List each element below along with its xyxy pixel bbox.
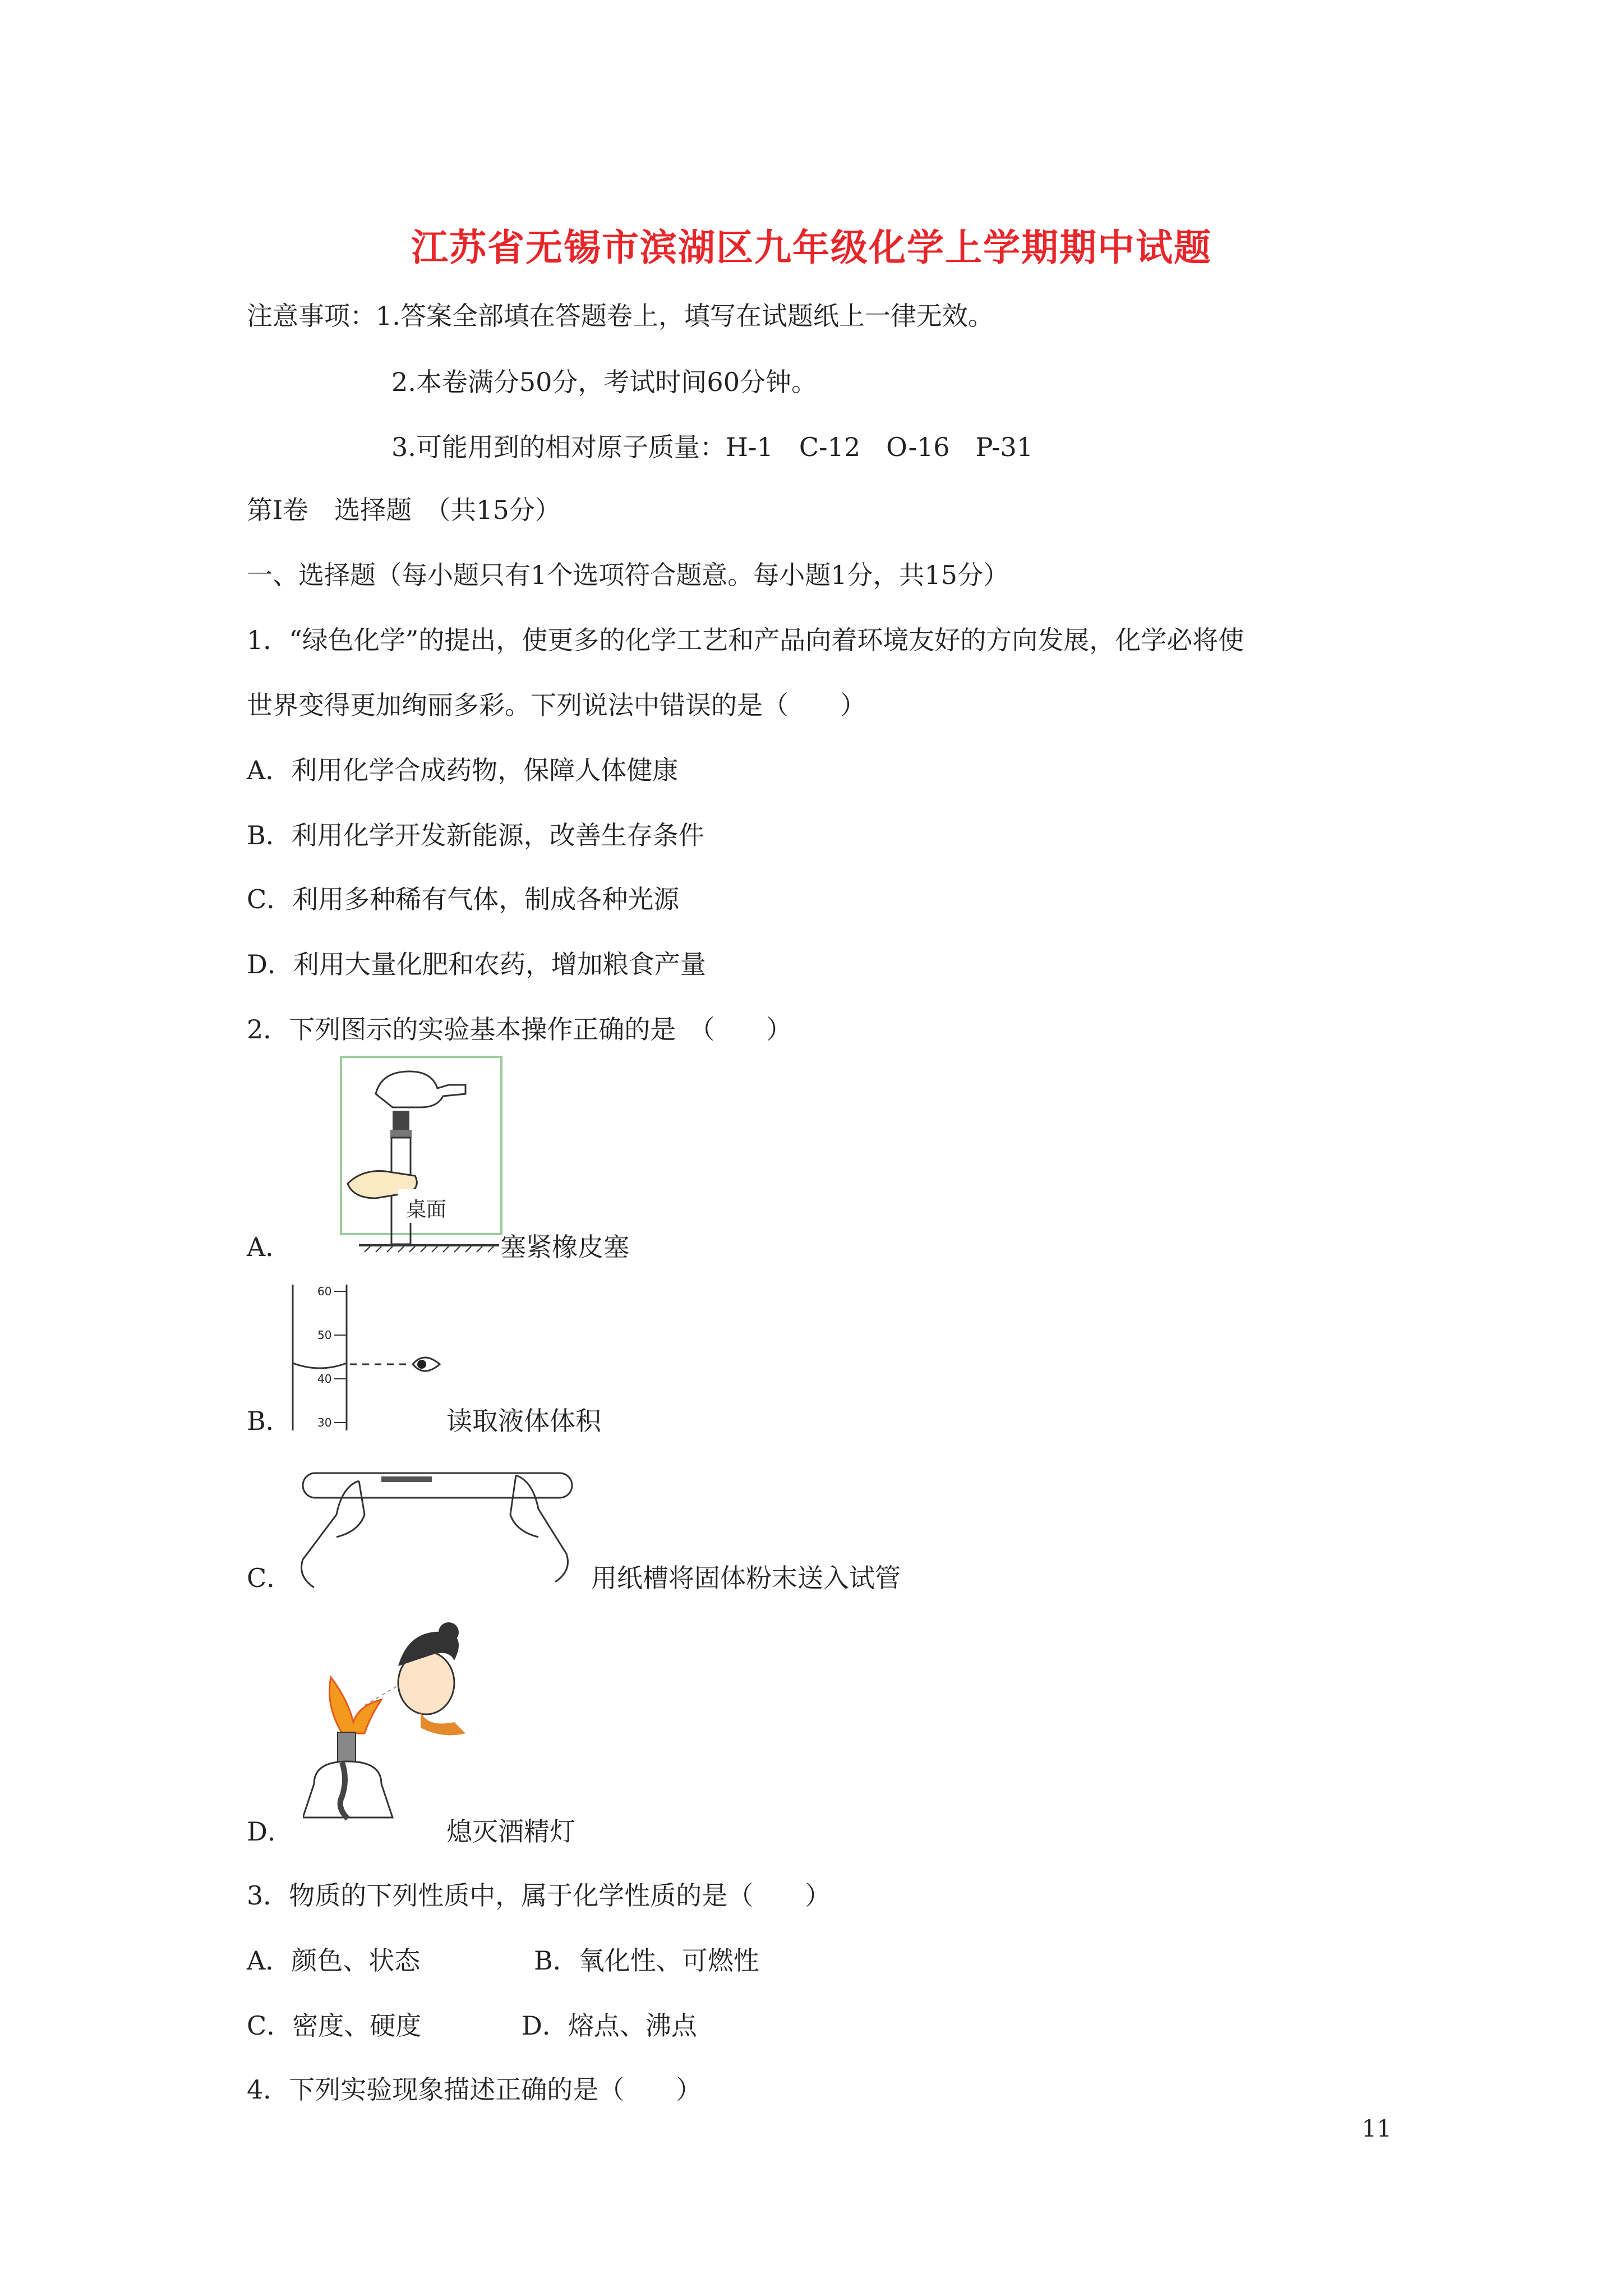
- page-number: 11: [1362, 2115, 1392, 2142]
- notes-item-1: 1.答案全部填在答题卷上，填写在试题纸上一律无效。: [376, 301, 994, 331]
- q2-option-b-letter: B．: [247, 1406, 292, 1436]
- notes-item-2: 2.本卷满分50分，考试时间60分钟。: [391, 367, 817, 397]
- q1-option-b: B．利用化学开发新能源，改善生存条件: [247, 820, 704, 850]
- paper-trough-figure: [292, 1458, 583, 1604]
- tick-40: 40: [317, 1372, 332, 1386]
- q4-stem: 4．下列实验现象描述正确的是（ ）: [247, 2074, 702, 2105]
- q3-option-b: B．氧化性、可燃性: [534, 1945, 759, 1976]
- tick-30: 30: [317, 1416, 332, 1429]
- notes-item-3: 3.可能用到的相对原子质量：H-1 C-12 O-16 P-31: [391, 432, 1034, 462]
- q1-stem-line1: 1．“绿色化学”的提出，使更多的化学工艺和产品向着环境友好的方向发展，化学必将使: [247, 625, 1244, 655]
- q2-option-c-letter: C．: [247, 1563, 293, 1593]
- desk-label: 桌面: [406, 1198, 447, 1221]
- q2-option-a-letter: A．: [247, 1232, 292, 1262]
- graduated-cylinder-figure: [280, 1279, 449, 1436]
- alcohol-lamp-figure: [303, 1616, 471, 1840]
- notes-label: 注意事项：: [247, 301, 376, 331]
- q2-option-b-text: 读取液体体积: [446, 1406, 601, 1436]
- eye-icon: [413, 1358, 440, 1371]
- notes: [247, 303, 994, 329]
- q2-option-c-text: 用纸槽将固体粉末送入试管: [591, 1563, 901, 1593]
- q1-option-a: A．利用化学合成药物，保障人体健康: [247, 755, 679, 785]
- section-heading: 第Ⅰ卷 选择题 （共15分）: [247, 495, 561, 525]
- tick-60: 60: [317, 1285, 332, 1298]
- q3-option-d: D．熔点、沸点: [522, 2010, 697, 2041]
- q2-stem: 2．下列图示的实验基本操作正确的是 （ ）: [247, 1014, 792, 1045]
- q1-option-c: C．利用多种稀有气体，制成各种光源: [247, 884, 680, 914]
- q3-stem: 3．物质的下列性质中，属于化学性质的是（ ）: [247, 1880, 831, 1911]
- q2-option-d-letter: D．: [247, 1816, 293, 1847]
- tick-50: 50: [317, 1328, 332, 1342]
- q2-option-a-text: 塞紧橡皮塞: [500, 1232, 629, 1262]
- page-title: 江苏省无锡市滨湖区九年级化学上学期期中试题: [411, 226, 1212, 269]
- q1-option-d: D．利用大量化肥和农药，增加粮食产量: [247, 949, 706, 979]
- q3-option-c: C．密度、硬度: [247, 2010, 422, 2041]
- q3-option-a: A．颜色、状态: [247, 1945, 421, 1976]
- part-heading: 一、选择题（每小题只有1个选项符合题意。每小题1分，共15分）: [247, 560, 1009, 590]
- q2-option-d-text: 熄灭酒精灯: [446, 1816, 575, 1847]
- rubber-stopper-figure: [336, 1055, 505, 1257]
- q1-stem-line2: 世界变得更加绚丽多彩。下列说法中错误的是（ ）: [247, 690, 866, 720]
